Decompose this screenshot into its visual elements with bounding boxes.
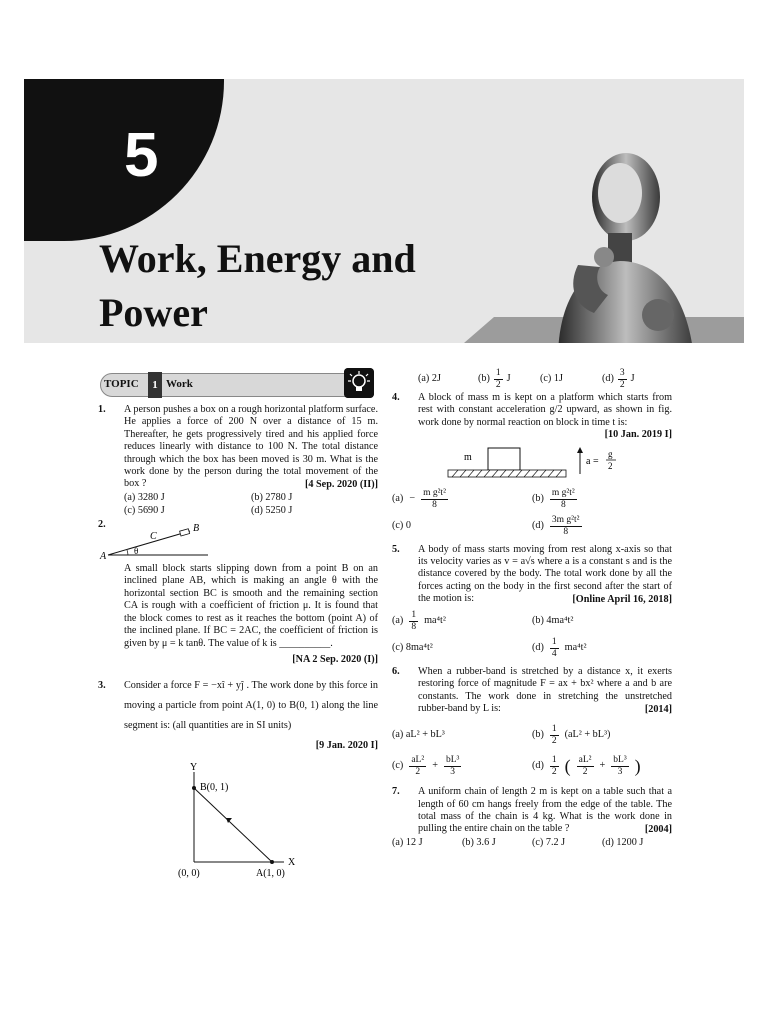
option[interactable] — [392, 610, 532, 633]
question-number: 4. — [392, 392, 400, 403]
option[interactable]: (d) 5250 J — [251, 504, 293, 516]
option-label: (b) — [532, 492, 544, 504]
question-text: A person pushes a box on a rough horizontal platform surface. He applies a force of 200 N over a distance of 15 m. Thereafter, he gets progressively tired and his applied force reduces linearly with distance to 100 N. The total distance through which the box has been moved is 30 m. What is the work done by the person during the total movement of the box ? — [124, 404, 378, 490]
numerator: 3 — [619, 367, 625, 378]
question-source: [2014] — [644, 703, 672, 715]
option-label: (c) — [392, 760, 404, 772]
option[interactable] — [602, 368, 635, 391]
numerator: aL² — [578, 755, 592, 766]
option-value: ma⁴t² — [564, 642, 587, 654]
option[interactable]: (d) 1200 J — [602, 837, 644, 849]
unit: J — [630, 372, 635, 384]
option[interactable] — [532, 637, 672, 660]
option-label: (b) — [532, 729, 544, 741]
question-number: 6. — [392, 666, 400, 678]
y-axis-label: Y — [190, 762, 198, 774]
point-b-label: B(0, 1) — [200, 782, 229, 794]
options-row — [392, 515, 672, 538]
option[interactable] — [532, 724, 672, 747]
question-number: 3. — [98, 680, 106, 692]
option[interactable] — [532, 488, 672, 511]
fraction — [444, 755, 461, 778]
incline-diagram — [98, 519, 218, 563]
option[interactable]: (b) 2780 J — [251, 492, 293, 504]
option-label: (a) — [392, 492, 404, 504]
option[interactable]: (c) 7.2 J — [532, 837, 566, 849]
acceleration-numerator: g — [608, 448, 613, 459]
option-label: (d) — [532, 760, 544, 772]
denominator: 2 — [415, 767, 421, 778]
lightbulb-icon — [344, 368, 374, 398]
question-text: A uniform chain of length 2 m is kept on a table such that a length of 60 cm hangs freely from the edge of the table. The total mass of the chain is 4 kg. What is the work done in pulling the entire chain on the table ? — [418, 786, 672, 835]
chapter-title-line1: Work, Energy and — [99, 236, 416, 281]
paren-open: ( — [564, 756, 571, 777]
question-number: 1. — [98, 404, 106, 415]
option-label: (d) — [532, 642, 544, 654]
numerator: m g²t² — [551, 487, 575, 498]
options-row — [392, 724, 672, 747]
question-options — [392, 837, 672, 849]
question-3 — [98, 676, 378, 890]
fraction — [611, 755, 628, 778]
paren-close: ) — [634, 756, 641, 777]
denominator: 8 — [560, 499, 566, 510]
option[interactable]: (a) 3280 J — [124, 492, 165, 504]
option[interactable] — [532, 755, 672, 778]
fraction — [409, 755, 426, 778]
denominator: 2 — [619, 379, 625, 390]
option[interactable] — [392, 488, 532, 511]
denominator: 2 — [582, 767, 588, 778]
numerator: 1 — [495, 367, 501, 378]
numerator: bL³ — [613, 755, 627, 766]
topic-number: 1 — [148, 372, 162, 398]
chapter-title — [99, 232, 519, 340]
acceleration-denominator: 2 — [608, 460, 613, 471]
option[interactable] — [532, 515, 672, 538]
option[interactable]: (b) 3.6 J — [462, 837, 496, 849]
question-number: 2. — [98, 519, 106, 531]
chapter-banner — [24, 79, 744, 343]
options-row — [392, 637, 672, 660]
x-axis-label: X — [288, 857, 296, 869]
fraction — [494, 368, 503, 391]
question-text: A body of mass starts moving from rest along x-axis so that its velocity varies as v = a√s where a is a constant s and is the distance covered by the body. The total work done by all the forces acting on the body in the first second after the start of the motion is: — [418, 543, 672, 605]
denominator: 2 — [551, 767, 557, 778]
point-b-label: B — [193, 523, 200, 535]
option-value: ma⁴t² — [424, 615, 446, 627]
left-column — [98, 364, 378, 896]
topic-label: TOPIC — [104, 378, 139, 390]
question-1 — [98, 404, 378, 517]
question-6 — [392, 666, 672, 778]
robot-image — [538, 145, 698, 343]
fraction — [618, 368, 627, 391]
topic-name: Work — [166, 378, 193, 390]
question-text: A block of mass m is kept on a platform which starts from rest with constant acceleration g/2 upward, as shown in fig. work done by normal reaction on block in time t is: — [418, 392, 672, 428]
q3-options — [392, 366, 672, 392]
plus-sign: + — [599, 760, 606, 772]
options-row — [392, 488, 672, 511]
option[interactable]: (a) 2J — [418, 372, 441, 384]
fraction — [577, 755, 594, 778]
question-text: A small block starts slipping down from a point B on an inclined plane AB, which is making an angle θ with the horizontal section BC is smooth and the remaining section CA is rough with a coefficient of friction μ. It is found that the block comes to rest as it reaches the bottom (point A) of the inclined plane. If BC = 2AC, the coefficient of friction is given by μ = k tanθ. The value of k is __________. — [124, 563, 378, 649]
option[interactable]: (c) 1J — [540, 372, 563, 384]
question-number: 5. — [392, 543, 400, 555]
numerator: 3m g²t² — [551, 514, 580, 525]
option[interactable] — [478, 368, 540, 391]
question-5 — [392, 544, 672, 660]
fraction — [421, 488, 448, 511]
numerator: 1 — [551, 637, 557, 648]
option[interactable] — [392, 755, 532, 778]
numerator: aL² — [411, 755, 425, 766]
question-text: Consider a force F = −xî + yĵ . The work done by this force in moving a particle from point A(1, 0) to B(0, 1) along the line segment is: (all quantities are in SI units) — [124, 680, 378, 732]
numerator: bL³ — [445, 755, 460, 766]
numerator: m g²t² — [423, 487, 446, 498]
question-options — [124, 492, 378, 517]
fraction — [550, 515, 582, 538]
line-segment-graph — [154, 760, 304, 890]
denominator: 8 — [563, 526, 569, 537]
denominator: 8 — [432, 499, 437, 510]
acceleration-label: a = — [586, 455, 599, 467]
fraction — [550, 755, 559, 778]
option-label: (a) — [392, 615, 404, 627]
numerator: 1 — [551, 724, 557, 735]
denominator: 4 — [551, 649, 557, 660]
question-source: [10 Jan. 2019 I] — [604, 429, 672, 441]
chapter-title-line2: Power — [99, 290, 208, 335]
denominator: 2 — [551, 736, 557, 747]
fraction — [550, 488, 577, 511]
option-label: (b) — [478, 372, 490, 384]
question-7 — [392, 786, 672, 849]
question-source: [NA 2 Sep. 2020 (I)] — [292, 653, 378, 665]
right-column — [392, 364, 672, 856]
options-row — [392, 610, 672, 633]
minus-sign: − — [409, 492, 416, 504]
question-text: When a rubber-band is stretched by a distance x, it exerts restoring force of magnitude F = ax + bx² where a and b are constants. The work done in stretching the unstretched rubber-band by L is: — [418, 666, 672, 715]
denominator: 3 — [617, 767, 623, 778]
question-source: [4 Sep. 2020 (II)] — [304, 478, 378, 490]
topic-pill — [100, 373, 372, 397]
chapter-number: 5 — [124, 121, 159, 190]
point-c-label: C — [150, 531, 157, 543]
option[interactable]: (a) aL² + bL³ — [392, 729, 445, 741]
option[interactable]: (c) 0 — [392, 519, 411, 531]
question-4 — [392, 392, 672, 538]
option[interactable]: (a) 12 J — [392, 837, 423, 849]
platform-diagram — [418, 444, 648, 484]
numerator: 1 — [551, 755, 557, 766]
option-value: (aL² + bL³) — [564, 729, 611, 741]
option[interactable]: (c) 5690 J — [124, 504, 165, 516]
plus-sign: + — [432, 760, 438, 772]
question-source: [2004] — [644, 823, 672, 835]
fraction — [550, 637, 559, 660]
point-a-label: A — [100, 551, 107, 563]
denominator: 3 — [450, 767, 456, 778]
question-2 — [98, 519, 378, 666]
point-a-label: A(1, 0) — [256, 868, 285, 880]
fraction — [550, 724, 559, 747]
denominator: 8 — [411, 622, 417, 633]
question-source: [9 Jan. 2020 I] — [315, 740, 378, 752]
numerator: 1 — [411, 610, 417, 621]
question-source: [Online April 16, 2018] — [572, 593, 672, 605]
fraction — [409, 610, 418, 633]
options-row — [392, 755, 672, 778]
origin-label: (0, 0) — [178, 868, 200, 880]
option[interactable]: (c) 8ma⁴t² — [392, 642, 433, 654]
question-number: 7. — [392, 786, 400, 798]
theta-label: θ — [134, 546, 139, 557]
option-label: (d) — [532, 519, 544, 531]
denominator: 2 — [495, 379, 501, 390]
topic-header — [98, 368, 378, 398]
option[interactable]: (b) 4ma⁴t² — [532, 615, 574, 627]
option-label: (d) — [602, 372, 614, 384]
mass-label: m — [464, 451, 472, 463]
unit: J — [506, 372, 511, 384]
